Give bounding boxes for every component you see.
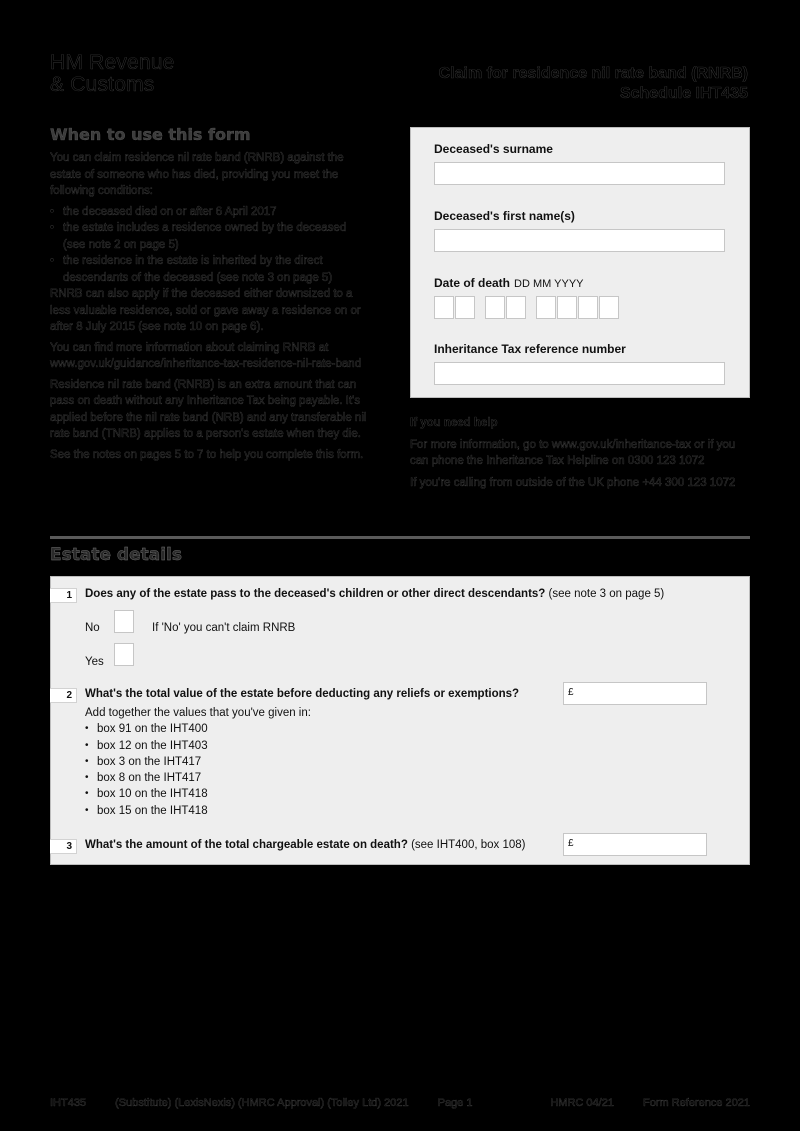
question-number-1: 1 — [50, 588, 77, 603]
intro-para-2: RNRB can also apply if the deceased either downsized to a less valuable residence, sold or gave away a residence on or after 8 July 2015 (see note 10 on page 6). — [50, 288, 361, 333]
total-value-input[interactable] — [563, 682, 707, 705]
date-year-digit-3[interactable] — [578, 296, 598, 319]
footer-left — [50, 1097, 499, 1109]
conditions-list — [50, 204, 370, 287]
date-of-death-label — [434, 276, 584, 290]
logo-line-2: & Customs — [50, 73, 155, 96]
box-list — [85, 721, 311, 819]
question-2-instruction: Add together the values that you've given in: — [85, 707, 311, 719]
form-title — [439, 64, 748, 104]
footer-version: (Substitute) (LexisNexis) (HMRC Approval) (Tolley Ltd) 2021 — [115, 1097, 409, 1109]
help-section — [410, 415, 750, 496]
date-year-digit-2[interactable] — [557, 296, 577, 319]
yes-checkbox[interactable] — [114, 643, 134, 666]
intro-para-4: Residence nil rate band (RNRB) is an extra amount that can pass on death without any Inheritance Tax being payable. It's applied before the nil rate band (NRB) and any transferable nil rate band (TNRB) applies to a person's estate when they die. — [50, 378, 367, 440]
condition-item: • the residence in the estate is inherited by the direct descendants of the deceased (see note 3 on page 5) — [50, 253, 370, 286]
chargeable-estate-input[interactable] — [563, 833, 707, 856]
help-heading: If you need help — [410, 417, 498, 429]
iht-reference-label: Inheritance Tax reference number — [434, 342, 626, 356]
no-checkbox[interactable] — [114, 610, 134, 633]
section-divider — [50, 536, 750, 539]
when-to-use-heading: When to use this form — [50, 125, 251, 144]
box-list-item: • box 3 on the IHT417 — [85, 754, 311, 770]
box-list-item: • box 8 on the IHT417 — [85, 770, 311, 786]
surname-input[interactable] — [434, 162, 725, 185]
date-of-death-input — [434, 296, 620, 319]
form-title-line-1: Claim for residence nil rate band (RNRB) — [438, 65, 748, 82]
question-2 — [85, 688, 519, 700]
help-para-1: For more information, go to www.gov.uk/inheritance-tax or if you can phone the Inheritance Tax Helpline on 0300 123 1072 — [410, 438, 736, 467]
date-day-digit-2[interactable] — [455, 296, 475, 319]
surname-label: Deceased's surname — [434, 142, 553, 156]
question-3 — [85, 839, 525, 851]
help-para-2: If you're calling from outside of the UK phone +44 300 123 1072 — [410, 476, 736, 489]
yes-label: Yes — [85, 656, 104, 668]
question-3-note: (see IHT400, box 108) — [411, 839, 526, 851]
hmrc-logo — [50, 52, 175, 96]
no-label: No — [85, 622, 100, 634]
intro-para-3: You can find more information about claiming RNRB at www.gov.uk/guidance/inheritance-tax-residence-nil-rate-band — [50, 341, 362, 370]
intro-para-5: See the notes on pages 5 to 7 to help you complete this form. — [50, 448, 364, 461]
pound-sign: £ — [568, 687, 574, 698]
deceased-details-panel — [410, 127, 750, 398]
first-names-label: Deceased's first name(s) — [434, 209, 575, 223]
box-list-item: • box 91 on the IHT400 — [85, 721, 311, 737]
no-note: If 'No' you can't claim RNRB — [152, 622, 296, 634]
question-1-text: Does any of the estate pass to the deceased's children or other direct descendants? — [85, 588, 546, 600]
date-month-digit-2[interactable] — [506, 296, 526, 319]
question-2-instructions — [85, 705, 311, 819]
first-names-input[interactable] — [434, 229, 725, 252]
pound-sign: £ — [568, 838, 574, 849]
box-list-item: • box 12 on the IHT403 — [85, 738, 311, 754]
date-format-hint: DD MM YYYY — [514, 278, 584, 290]
date-month-digit-1[interactable] — [485, 296, 505, 319]
question-1-note: (see note 3 on page 5) — [548, 588, 665, 600]
footer-reference: Form Reference 2021 — [643, 1097, 750, 1109]
box-list-item: • box 15 on the IHT418 — [85, 803, 311, 819]
iht-reference-input[interactable] — [434, 362, 725, 385]
footer-page: Page 1 — [437, 1097, 473, 1109]
date-year-digit-1[interactable] — [536, 296, 556, 319]
logo-line-1: HM Revenue — [50, 51, 175, 74]
box-list-item: • box 10 on the IHT418 — [85, 786, 311, 802]
date-day-digit-1[interactable] — [434, 296, 454, 319]
question-number-2: 2 — [50, 688, 77, 703]
estate-details-panel — [50, 576, 750, 865]
footer-right — [550, 1097, 750, 1109]
form-title-line-2: Schedule IHT435 — [619, 85, 748, 102]
date-year-digit-4[interactable] — [599, 296, 619, 319]
estate-details-heading: Estate details — [50, 545, 182, 565]
question-1 — [85, 588, 664, 600]
intro-text — [50, 150, 370, 467]
question-2-text: What's the total value of the estate before deducting any reliefs or exemptions? — [85, 688, 520, 700]
footer-form-code: IHT435 — [50, 1097, 87, 1109]
question-3-text: What's the amount of the total chargeable estate on death? — [85, 839, 408, 851]
condition-item: • the estate includes a residence owned by the deceased (see note 2 on page 5) — [50, 220, 370, 253]
date-of-death-label-text: Date of death — [434, 276, 511, 290]
footer-hmrc-ref: HMRC 04/21 — [550, 1097, 614, 1109]
condition-item: • the deceased died on or after 6 April 2017 — [50, 204, 370, 221]
question-number-3: 3 — [50, 839, 77, 854]
intro-para-1: You can claim residence nil rate band (RNRB) against the estate of someone who has died, providing you meet the following conditions: — [50, 152, 344, 197]
